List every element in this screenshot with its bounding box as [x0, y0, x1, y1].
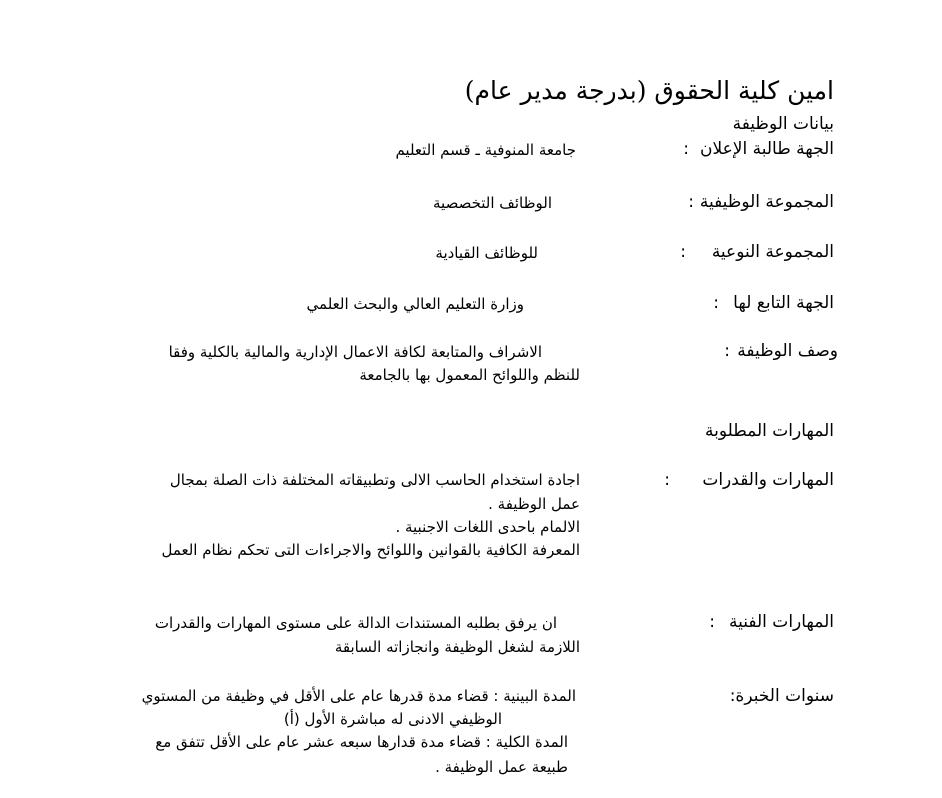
field-colon-qualitative-group: :	[680, 242, 686, 262]
field-value-experience-line-3: المدة الكلية : قضاء مدة قدارها سبعه عشر عام على الأقل تتفق مع	[155, 733, 568, 751]
field-value-advertiser: جامعة المنوفية ـ قسم التعليم	[395, 141, 576, 159]
field-colon-technical-skills: :	[709, 612, 715, 632]
field-value-experience-line-1: المدة البينية : قضاء مدة قدرها عام على الأقل في وظيفة من المستوي	[141, 687, 576, 705]
field-value-qualitative-group: للوظائف القيادية	[435, 244, 538, 262]
field-label-affiliated-body: الجهة التابع لها	[733, 293, 834, 313]
field-value-affiliated-body: وزارة التعليم العالي والبحث العلمي	[306, 295, 524, 313]
field-value-experience-line-4: طبيعة عمل الوظيفة .	[435, 758, 568, 776]
field-label-skills-abilities: المهارات والقدرات	[702, 470, 834, 490]
field-colon-job-group: :	[688, 192, 694, 212]
section-heading-required-skills: المهارات المطلوبة	[704, 421, 834, 441]
field-value-skills-line-3: الالمام باحدى اللغات الاجنبية .	[395, 518, 580, 536]
page-title: امين كلية الحقوق (بدرجة مدير عام)	[464, 76, 834, 105]
field-label-job-description: وصف الوظيفة	[737, 341, 838, 361]
field-value-technical-line-2: اللازمة لشغل الوظيفة وانجازاته السابقة	[334, 638, 580, 656]
field-value-skills-line-4: المعرفة الكافية بالقوانين واللوائح والاجراءات التى تحكم نظام العمل	[161, 541, 580, 559]
field-label-technical-skills: المهارات الفنية	[729, 612, 834, 632]
field-value-job-description-line-2: للنظم واللوائح المعمول بها بالجامعة	[359, 366, 580, 384]
field-colon-skills-abilities: :	[664, 470, 670, 490]
field-colon-affiliated-body: :	[713, 293, 719, 313]
field-value-skills-line-2: عمل الوظيفة .	[488, 495, 580, 513]
field-colon-job-description: :	[724, 341, 730, 361]
field-value-experience-line-2: الوظيفي الادنى له مباشرة الأول (أ)	[283, 710, 502, 728]
field-value-job-group: الوظائف التخصصية	[433, 194, 552, 212]
field-value-skills-line-1: اجادة استخدام الحاسب الالى وتطبيقاته المختلفة ذات الصلة بمجال	[169, 471, 580, 489]
section-heading-job-data: بيانات الوظيفة	[732, 114, 834, 134]
field-value-job-description-line-1: الاشراف والمتابعة لكافة الاعمال الإدارية والمالية بالكلية وفقا	[168, 343, 542, 361]
field-value-technical-line-1: ان يرفق بطلبه المستندات الدالة على مستوى المهارات والقدرات	[154, 614, 557, 632]
field-label-qualitative-group: المجموعة النوعية	[711, 242, 834, 262]
field-label-years-experience: سنوات الخبرة:	[729, 686, 834, 706]
field-label-advertiser: الجهة طالبة الإعلان	[700, 139, 834, 159]
field-colon-advertiser: :	[683, 139, 689, 159]
field-label-job-group: المجموعة الوظيفية	[699, 192, 834, 212]
